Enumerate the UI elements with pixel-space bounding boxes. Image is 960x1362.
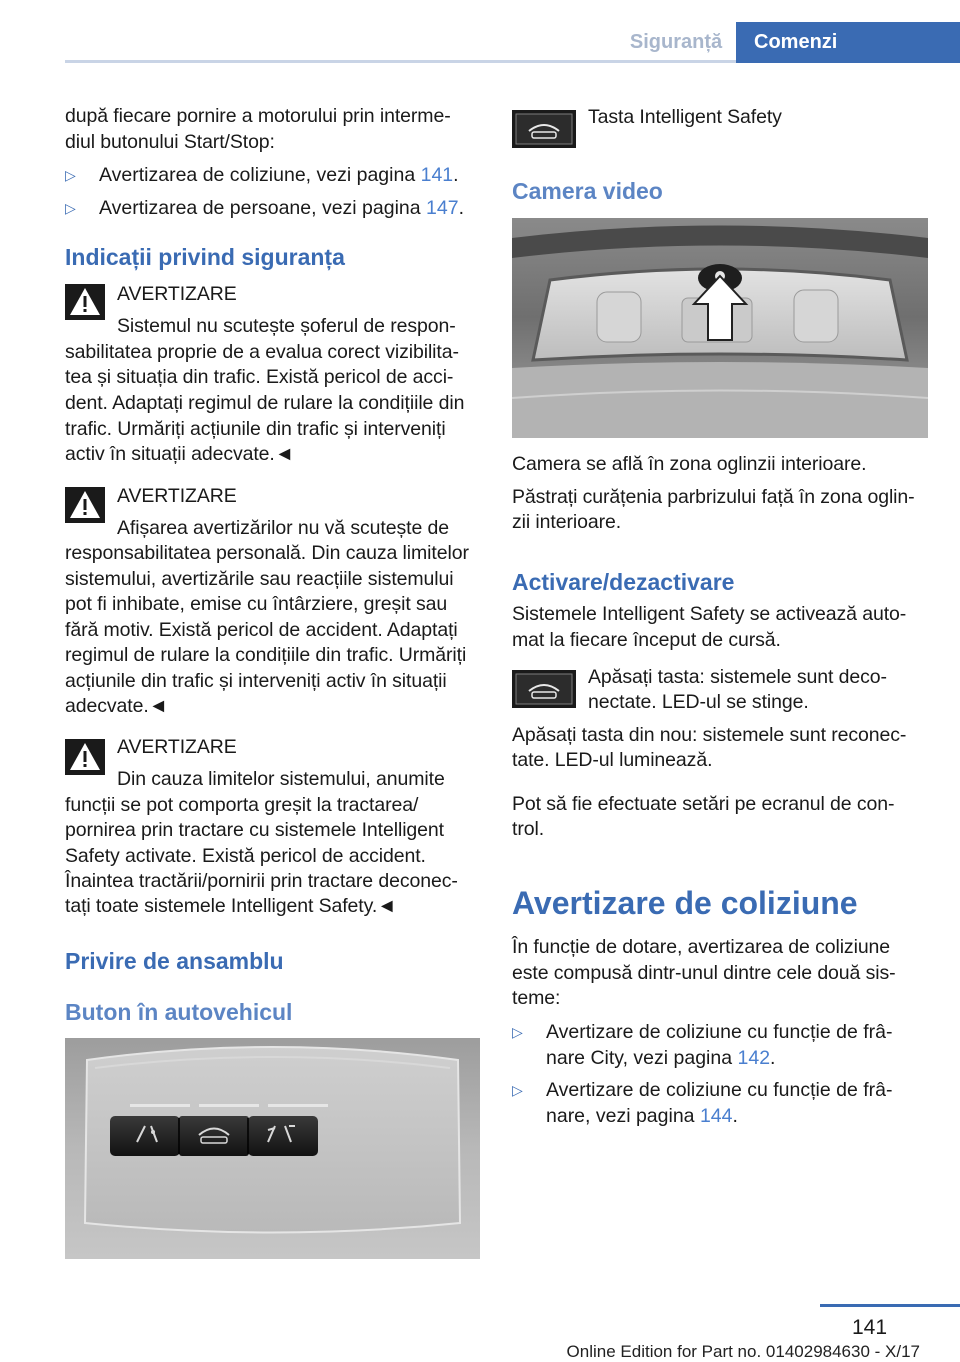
tab-comenzi[interactable]: Comenzi [736, 22, 960, 63]
warning-text: Înaintea tractării/pornirii prin tractare deconec‐ [65, 870, 458, 892]
press-text: nectate. LED-ul se stinge. [588, 691, 809, 713]
again-text: tate. LED-ul luminează. [512, 749, 713, 771]
warning-text: pot fi inhibate, emise cu întârziere, greșit sau [65, 593, 448, 615]
warning-text: adecvate.◄ [65, 695, 168, 717]
warning-text: funcții se pot comporta greșit la tractarea/ [65, 794, 419, 816]
camera-photo [512, 218, 928, 438]
warning-text: Afișarea avertizărilor nu vă scutește de [117, 517, 449, 539]
warning-text: tea și situația din trafic. Există pericol de acci‐ [65, 366, 454, 388]
warning-title: AVERTIZARE [117, 283, 237, 305]
collision-text: este compusă dintr-unul dintre cele două sis‐ [512, 962, 896, 984]
intro-line-1: după fiecare pornire a motorului prin interme‐ [65, 105, 451, 127]
chapter-heading: Avertizare de coliziune [512, 885, 858, 921]
warning-triangle-icon [65, 284, 105, 320]
list-item: ▷ Avertizare de coliziune cu funcție de frâ‐ nare City, vezi pagina 142. [512, 1021, 893, 1069]
tab-siguranta[interactable]: Siguranță [629, 31, 723, 53]
again-text: Apăsați tasta din nou: sistemele sunt reconec‐ [512, 724, 907, 746]
edition-label: Online Edition for Part no. 01402984630 - X/17 [566, 1342, 920, 1361]
settings-text: trol. [512, 818, 545, 840]
warning-text: sistemului, avertizările sau reacțiile sistemului [65, 568, 454, 590]
button-panel-photo [65, 1038, 480, 1259]
warning-text: acțiunile din trafic și interveniți activ în situații [65, 670, 447, 692]
page-link[interactable]: 147 [426, 197, 459, 219]
page-link[interactable]: 141 [420, 164, 454, 186]
warning-text: trafic. Urmăriți acțiunile din trafic și interveniți [65, 418, 446, 440]
warning-text: tați toate sistemele Intelligent Safety.◄ [65, 895, 397, 917]
activation-text: Sistemele Intelligent Safety se activează auto‐ [512, 603, 907, 625]
camera-text: zii interioare. [512, 511, 622, 533]
page-link[interactable]: 142 [737, 1047, 771, 1069]
warning-text: Sistemul nu scutește șoferul de respon‐ [117, 315, 456, 337]
intro-line-2: diul butonului Start/Stop: [65, 131, 275, 153]
list-item: ▷ Avertizarea de coliziune, vezi pagina 141. [65, 164, 459, 186]
page-link[interactable]: 144 [699, 1105, 733, 1127]
warning-title: AVERTIZARE [117, 736, 237, 758]
camera-text: Păstrați curățenia parbrizului față în zona oglin‐ [512, 486, 915, 508]
triangle-bullet-icon: ▷ [512, 1082, 523, 1098]
collision-text: În funcție de dotare, avertizarea de coliziune [512, 936, 891, 958]
subsection-heading: Buton în autovehicul [65, 999, 293, 1025]
section-heading: Activare/dezactivare [512, 569, 735, 595]
warning-triangle-icon [65, 739, 105, 775]
subsection-heading: Camera video [512, 178, 663, 204]
section-heading: Indicații privind siguranța [65, 244, 345, 270]
triangle-bullet-icon: ▷ [65, 200, 76, 216]
triangle-bullet-icon: ▷ [65, 167, 76, 183]
warning-title: AVERTIZARE [117, 485, 237, 507]
key-label: Tasta Intelligent Safety [588, 106, 782, 128]
warning-text: pornirea prin tractare cu sistemele Intelligent [65, 819, 444, 841]
intelligent-safety-key-icon [512, 670, 576, 708]
footer-rule [820, 1304, 960, 1307]
intelligent-safety-key-icon [512, 110, 576, 148]
page-number: 141 [852, 1316, 888, 1339]
list-item: ▷ Avertizarea de persoane, vezi pagina 147. [65, 197, 464, 219]
warning-text: Din cauza limitelor sistemului, anumite [117, 768, 445, 790]
collision-text: teme: [512, 987, 561, 1009]
warning-text: regimul de rulare la condițiile din trafic. Urmăriți [65, 644, 467, 666]
settings-text: Pot să fie efectuate setări pe ecranul de con‐ [512, 793, 895, 815]
warning-text: fără motiv. Există pericol de accident. Adaptați [65, 619, 458, 641]
press-text: Apăsați tasta: sistemele sunt deco‐ [588, 666, 887, 688]
section-heading: Privire de ansamblu [65, 948, 284, 974]
triangle-bullet-icon: ▷ [512, 1024, 523, 1040]
warning-text: responsabilitatea personală. Din cauza limitelor [65, 542, 469, 564]
warning-triangle-icon [65, 487, 105, 523]
list-item: ▷ Avertizare de coliziune cu funcție de frâ‐ nare, vezi pagina 144. [512, 1079, 893, 1127]
warning-text: sabilitatea proprie de a evalua corect vizibilita‐ [65, 341, 459, 363]
warning-text: dent. Adaptați regimul de rulare la condițiile din [65, 392, 465, 414]
camera-text: Camera se află în zona oglinzii interioare. [512, 453, 867, 475]
warning-text: Safety activate. Există pericol de accident. [65, 845, 426, 867]
activation-text: mat la fiecare început de cursă. [512, 629, 781, 651]
warning-text: activ în situații adecvate.◄ [65, 443, 294, 465]
